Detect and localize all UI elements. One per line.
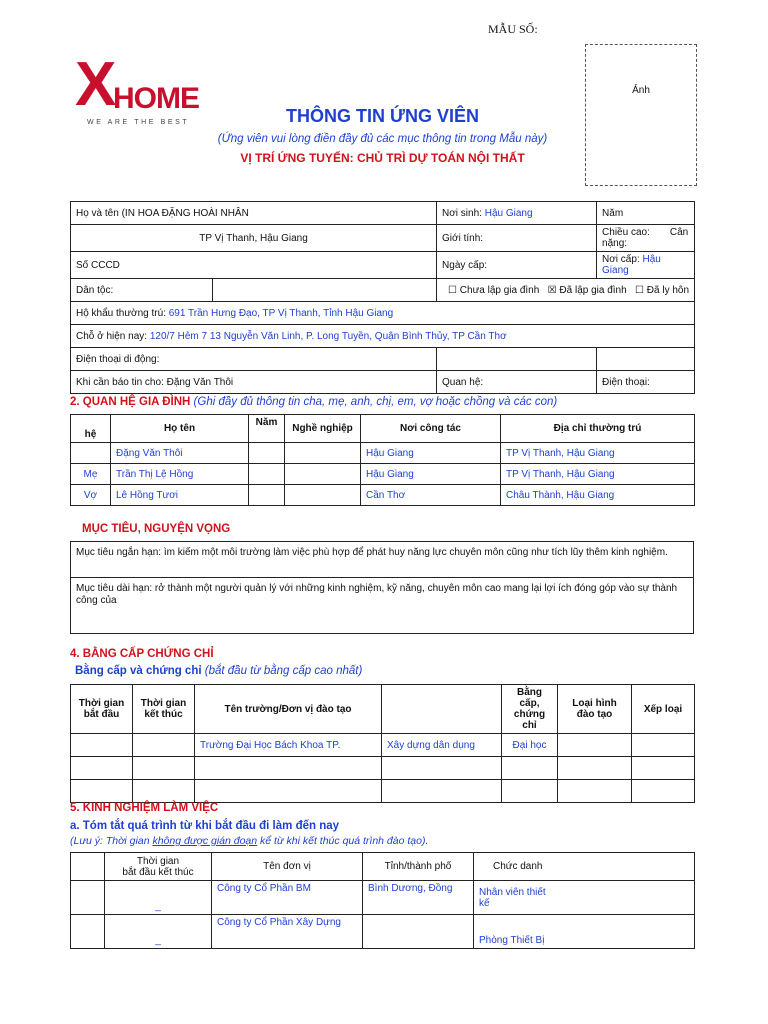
table-row	[71, 881, 695, 915]
family-cell[interactable]	[249, 464, 285, 485]
experience-table	[70, 852, 695, 949]
table-row	[71, 757, 695, 780]
experience-subheading: a. Tóm tắt quá trình từ khi bắt đầu đi làm đến nay	[70, 820, 340, 832]
checkbox-divorced[interactable]: ☐	[635, 284, 644, 296]
family-cell[interactable]: Hậu Giang	[361, 464, 501, 485]
experience-heading: 5. KINH NGHIỆM LÀM VIỆC	[70, 802, 219, 814]
education-table	[70, 684, 695, 803]
edu-cell[interactable]	[632, 780, 695, 803]
photo-box	[585, 44, 697, 186]
goals-table	[70, 541, 694, 634]
edu-cell[interactable]	[382, 780, 502, 803]
family-cell[interactable]	[249, 443, 285, 464]
family-cell[interactable]: Hậu Giang	[361, 443, 501, 464]
exp-cell[interactable]: Nhân viên thiết kế	[474, 881, 562, 915]
household-cell[interactable]: Hộ khẩu thường trú: 691 Trần Hưng Đạo, TP Vị Thanh, Tỉnh Hậu Giang	[71, 302, 695, 325]
edu-cell[interactable]	[558, 757, 632, 780]
experience-note: (Lưu ý: Thời gian không được gián đoạn kể từ khi kết thúc quá trình đào tạo).	[70, 835, 429, 847]
edu-cell[interactable]: Trường Đại Học Bách Khoa TP.	[195, 734, 382, 757]
family-cell[interactable]: TP Vị Thanh, Hậu Giang	[501, 443, 695, 464]
family-cell[interactable]	[285, 443, 361, 464]
height-weight-cell[interactable]: Chiều cao: Cân nặng:	[597, 225, 695, 252]
edu-cell[interactable]	[632, 734, 695, 757]
table-row	[71, 915, 695, 949]
gender-cell[interactable]: Giới tính:	[437, 225, 597, 252]
logo-x: X	[75, 50, 117, 119]
family-header-name: Họ tên	[111, 415, 249, 443]
issue-date-cell[interactable]: Ngày cấp:	[437, 252, 597, 279]
table-row	[71, 485, 695, 506]
edu-cell[interactable]	[502, 757, 558, 780]
edu-cell[interactable]: Xây dựng dân dụng	[382, 734, 502, 757]
edu-cell[interactable]	[382, 757, 502, 780]
exp-cell[interactable]: Công ty Cổ Phần Xây Dựng	[212, 915, 363, 949]
family-header-year: Năm	[249, 415, 285, 443]
edu-cell[interactable]	[71, 734, 133, 757]
long-term-goal[interactable]: Mục tiêu dài hạn: rở thành một người quản lý với những kinh nghiệm, kỹ năng, chuyên môn cao mang lại lợi ích đóng góp vào sự thành công của	[71, 578, 694, 634]
position-title: VỊ TRÍ ỨNG TUYỂN: CHỦ TRÌ DỰ TOÁN NỘI THẤT	[240, 151, 525, 165]
edu-cell[interactable]	[195, 757, 382, 780]
family-header-address: Địa chỉ thường trú	[501, 415, 695, 443]
family-cell[interactable]: Lê Hồng Tươi	[111, 485, 249, 506]
mobile-extra-cell[interactable]	[597, 348, 695, 371]
page-subtitle: (Ứng viên vui lòng điền đầy đủ các mục thông tin trong Mẫu này)	[217, 133, 548, 145]
current-address-cell[interactable]: Chỗ ở hiện nay: 120/7 Hẻm 7 13 Nguyễn Văn Linh, P. Long Tuyền, Quận Bình Thủy, TP Cần Thơ	[71, 325, 695, 348]
family-table	[70, 414, 695, 506]
exp-cell[interactable]	[363, 915, 474, 949]
family-cell[interactable]	[249, 485, 285, 506]
edu-cell[interactable]	[71, 780, 133, 803]
exp-cell[interactable]: Công ty Cổ Phần BM	[212, 881, 363, 915]
edu-header-blank	[382, 685, 502, 734]
table-row	[71, 780, 695, 803]
exp-cell[interactable]	[562, 881, 695, 915]
mobile-cell[interactable]: Điện thoại di động:	[71, 348, 437, 371]
ethnicity-value-cell[interactable]	[213, 279, 437, 302]
logo-home: HOME	[113, 82, 199, 115]
family-cell[interactable]	[285, 485, 361, 506]
family-cell[interactable]	[71, 443, 111, 464]
family-header-job: Nghề nghiệp	[285, 415, 361, 443]
edu-header-start: Thời gian bắt đầu	[71, 685, 133, 734]
edu-cell[interactable]	[133, 757, 195, 780]
edu-header-end: Thời gian kết thúc	[133, 685, 195, 734]
exp-header-blank	[71, 853, 105, 881]
family-cell[interactable]: TP Vị Thanh, Hậu Giang	[501, 464, 695, 485]
year-cell[interactable]: Năm	[597, 202, 695, 225]
exp-header-time: Thời gian bắt đầu kết thúc	[105, 853, 212, 881]
family-cell[interactable]: Châu Thành, Hậu Giang	[501, 485, 695, 506]
edu-cell[interactable]	[133, 780, 195, 803]
exp-cell[interactable]: _	[105, 881, 212, 915]
checkbox-married[interactable]: ☒	[547, 284, 557, 296]
exp-header-extra	[562, 853, 695, 881]
emergency-cell[interactable]: Khi cần báo tin cho: Đặng Văn Thôi	[71, 371, 437, 394]
edu-cell[interactable]: Đại học	[502, 734, 558, 757]
family-header-relation: hệ	[71, 415, 111, 443]
edu-cell[interactable]	[558, 734, 632, 757]
name-cell[interactable]: Họ và tên (IN HOA ĐẶNG HOÀI NHÂN	[71, 202, 437, 225]
edu-header-school: Tên trường/Đơn vị đào tạo	[195, 685, 382, 734]
family-cell[interactable]: Đặng Văn Thôi	[111, 443, 249, 464]
exp-cell[interactable]: Bình Dương, Đồng	[363, 881, 474, 915]
family-heading: 2. QUAN HỆ GIA ĐÌNH (Ghi đầy đủ thông tin cha, mẹ, anh, chị, em, vợ hoặc chồng và các con)	[70, 396, 558, 408]
edu-cell[interactable]	[632, 757, 695, 780]
relation-cell[interactable]: Quan hệ:	[437, 371, 597, 394]
edu-cell[interactable]	[71, 757, 133, 780]
edu-header-rank: Xếp loại	[632, 685, 695, 734]
personal-info-table	[70, 201, 695, 394]
issue-place-cell[interactable]: Nơi cấp: Hậu Giang	[597, 252, 695, 279]
exp-header-title: Chức danh	[474, 853, 562, 881]
ethnicity-cell[interactable]: Dân tộc:	[71, 279, 213, 302]
table-row	[71, 734, 695, 757]
exp-cell[interactable]	[71, 881, 105, 915]
edu-header-type: Loại hình đào tạo	[558, 685, 632, 734]
photo-label: Ảnh	[632, 85, 650, 96]
phone-cell[interactable]: Điện thoại:	[597, 371, 695, 394]
exp-cell[interactable]	[562, 915, 695, 949]
exp-cell[interactable]: _	[105, 915, 212, 949]
goals-heading: MỤC TIÊU, NGUYỆN VỌNG	[82, 523, 231, 535]
address-line-cell[interactable]: TP Vị Thanh, Hậu Giang	[71, 225, 437, 252]
short-term-goal[interactable]: Mục tiêu ngắn hạn: ìm kiếm một môi trường làm việc phù hợp để phát huy năng lực chuyên môn cũng như tích lũy thêm kinh nghiệm.	[71, 542, 694, 578]
family-cell[interactable]: Cần Thơ	[361, 485, 501, 506]
birthplace-cell[interactable]: Nơi sinh: Hậu Giang	[437, 202, 597, 225]
exp-header-city: Tỉnh/thành phố	[363, 853, 474, 881]
exp-header-unit: Tên đơn vị	[212, 853, 363, 881]
logo-tagline: WE ARE THE BEST	[87, 119, 190, 126]
family-cell[interactable]: Vợ	[71, 485, 111, 506]
table-row	[71, 464, 695, 485]
mobile-value-cell[interactable]	[437, 348, 597, 371]
exp-cell[interactable]: Phòng Thiết Bị	[474, 915, 562, 949]
edu-cell[interactable]	[502, 780, 558, 803]
family-cell[interactable]: Trần Thị Lệ Hồng	[111, 464, 249, 485]
education-heading: 4. BẰNG CẤP CHỨNG CHỈ	[70, 648, 214, 660]
form-number: MẪU SỐ:	[488, 22, 538, 36]
edu-header-degree: Bằng cấp, chứng chỉ	[502, 685, 558, 734]
edu-cell[interactable]	[133, 734, 195, 757]
checkbox-single[interactable]: ☐	[448, 284, 457, 296]
company-logo	[75, 50, 215, 130]
table-row	[71, 443, 695, 464]
exp-cell[interactable]	[71, 915, 105, 949]
page-title: THÔNG TIN ỨNG VIÊN	[286, 106, 479, 126]
cccd-cell[interactable]: Số CCCD	[71, 252, 437, 279]
family-cell[interactable]: Mẹ	[71, 464, 111, 485]
edu-cell[interactable]	[195, 780, 382, 803]
family-header-workplace: Nơi công tác	[361, 415, 501, 443]
edu-cell[interactable]	[558, 780, 632, 803]
education-subheading: Bằng cấp và chứng chỉ (bắt đầu từ bằng cấp cao nhất)	[75, 665, 363, 677]
marital-status: ☐ Chưa lập gia đình ☒ Đã lập gia đình ☐ Đã ly hôn	[437, 279, 695, 302]
family-cell[interactable]	[285, 464, 361, 485]
